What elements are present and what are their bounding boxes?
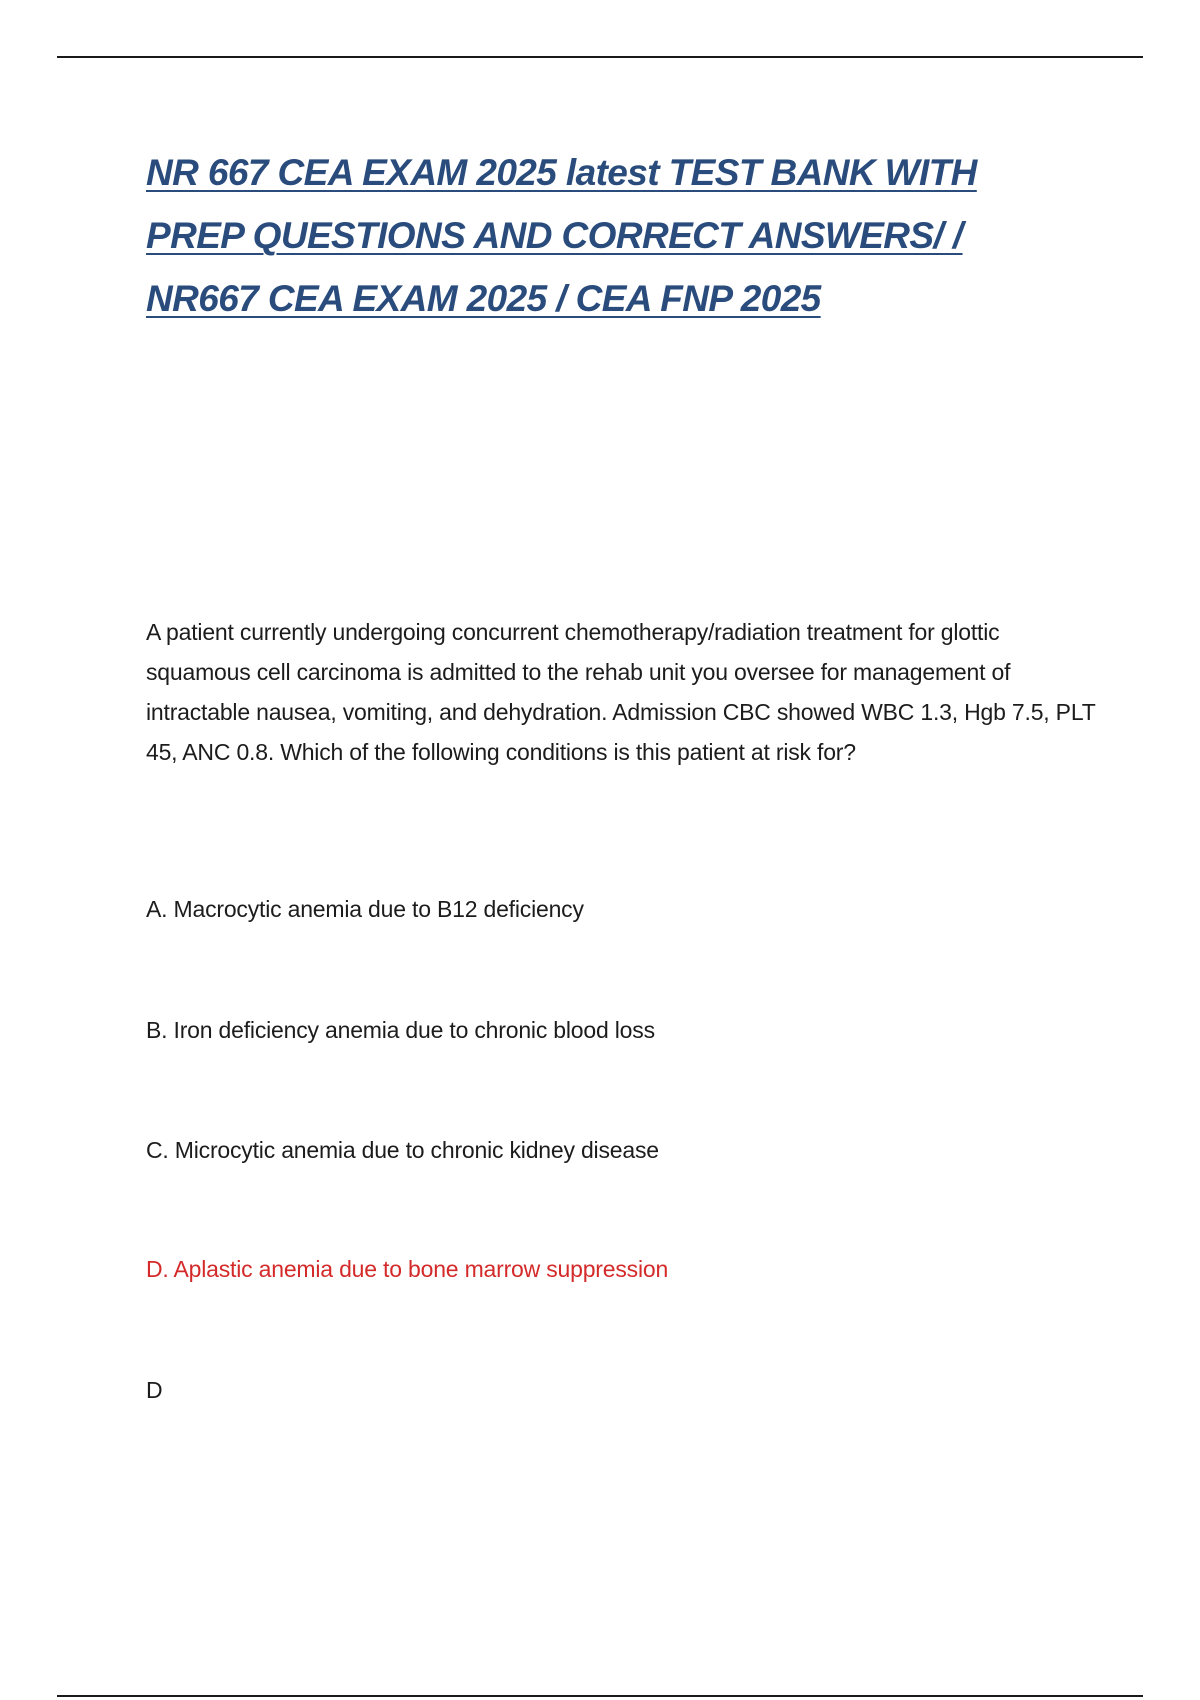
question-text: A patient currently undergoing concurrent chemotherapy/radiation treatment for glottic squamous cell carcinoma is admitted to the rehab unit you oversee for management of intractable nausea, vomiting, and dehydration. Admission CBC showed WBC 1.3, Hgb 7.5, PLT 45, ANC 0.8. Which of the following conditions is this patient at risk for? [146, 619, 1096, 765]
answer-key: D [146, 1377, 163, 1403]
option-c: C. Microcytic anemia due to chronic kidney disease [146, 1137, 659, 1163]
option-b: B. Iron deficiency anemia due to chronic blood loss [146, 1017, 655, 1043]
title-line-2: PREP QUESTIONS AND CORRECT ANSWERS/ / [146, 215, 963, 256]
option-a: A. Macrocytic anemia due to B12 deficiency [146, 896, 584, 922]
document-title [146, 141, 1106, 330]
header-rule [57, 56, 1143, 58]
option-d-correct: D. Aplastic anemia due to bone marrow suppression [146, 1256, 669, 1282]
title-link[interactable] [146, 141, 1106, 330]
title-line-1: NR 667 CEA EXAM 2025 latest TEST BANK WITH [146, 152, 977, 193]
footer-rule [57, 1695, 1143, 1697]
title-line-3: NR667 CEA EXAM 2025 / CEA FNP 2025 [146, 278, 821, 319]
